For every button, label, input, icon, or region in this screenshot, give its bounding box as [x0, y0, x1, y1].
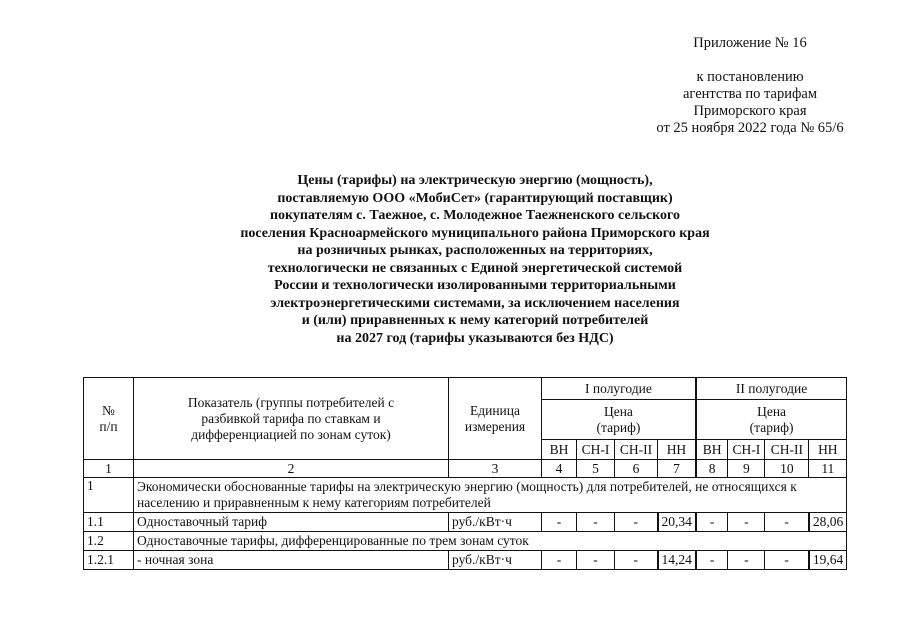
cell-h2-sn2: -: [765, 551, 809, 570]
header-level-sn2: СН-II: [615, 440, 658, 460]
table-row: [84, 478, 847, 513]
cell-h2-nn: 19,64: [809, 551, 847, 570]
cell-h2-vn: -: [696, 551, 728, 570]
appendix-line: к постановлению: [696, 69, 804, 85]
header-indicator: Показатель (группы потребителей с разбивкой тарифа по ставкам и дифференциацией по зонам суток): [134, 378, 449, 460]
row-text: Одноставочный тариф: [134, 513, 449, 532]
title-line: на 2027 год (тарифы указываются без НДС): [336, 330, 614, 346]
table-row: [84, 532, 847, 551]
header-level-vn: ВН: [542, 440, 577, 460]
table-row: [84, 551, 847, 570]
cell-h2-sn1: -: [728, 513, 765, 532]
row-unit: руб./кВт·ч: [449, 551, 542, 570]
column-number: 4: [542, 460, 577, 478]
row-section-text: Экономически обоснованные тарифы на электрическую энергию (мощность) для потребителей, не относящихся к населению и приравненным к нему категориям потребителей: [134, 478, 847, 513]
header-half-1: I полугодие: [542, 378, 696, 400]
title-line: технологически не связанных с Единой энергетической системой: [267, 260, 683, 276]
cell-h1-vn: -: [542, 551, 577, 570]
document-title: [130, 172, 820, 347]
cell-h1-nn: 20,34: [658, 513, 696, 532]
header-level-sn1: СН-I: [577, 440, 615, 460]
cell-h1-sn2: -: [615, 551, 658, 570]
title-line: России и технологически изолированными территориальными: [274, 278, 676, 293]
header-num: № п/п: [84, 378, 134, 460]
row-num: 1.2.1: [84, 551, 134, 570]
appendix-line: от 25 ноября 2022 года № 65/6: [656, 120, 844, 136]
column-number: 10: [765, 460, 809, 478]
column-number: 6: [615, 460, 658, 478]
cell-h2-sn1: -: [728, 551, 765, 570]
cell-h1-sn1: -: [577, 551, 615, 570]
column-number: 2: [134, 460, 449, 478]
column-number: 3: [449, 460, 542, 478]
title-line: поселения Красноармейского муниципального района Приморского края: [240, 225, 710, 241]
row-num: 1.2: [84, 532, 134, 551]
header-level-nn: НН: [658, 440, 696, 460]
column-number: 1: [84, 460, 134, 478]
title-line: поставляемую ООО «МобиСет» (гарантирующий поставщик): [277, 190, 673, 206]
column-number: 7: [658, 460, 696, 478]
column-number: 11: [809, 460, 847, 478]
cell-h1-sn2: -: [615, 513, 658, 532]
title-line: электроэнергетическими системами, за исключением населения: [270, 295, 680, 311]
header-price-1: Цена (тариф): [542, 400, 696, 440]
header-unit: Единица измерения: [449, 378, 542, 460]
row-text: - ночная зона: [134, 551, 449, 570]
cell-h1-vn: -: [542, 513, 577, 532]
table-row: [84, 513, 847, 532]
appendix-number: Приложение № 16: [693, 35, 807, 51]
appendix-line: Приморского края: [693, 103, 807, 119]
row-num: 1: [84, 478, 134, 513]
header-price-2: Цена (тариф): [696, 400, 847, 440]
header-level-sn2: СН-II: [765, 440, 809, 460]
title-line: на розничных рынках, расположенных на территориях,: [297, 243, 653, 258]
column-number: 8: [696, 460, 728, 478]
row-unit: руб./кВт·ч: [449, 513, 542, 532]
title-line: и (или) приравненных к нему категорий потребителей: [301, 313, 649, 328]
column-number: 9: [728, 460, 765, 478]
title-line: покупателям с. Таежное, с. Молодежное Таежненского сельского: [269, 208, 681, 223]
appendix-line: агентства по тарифам: [683, 86, 817, 102]
cell-h2-sn2: -: [765, 513, 809, 532]
title-line: Цены (тарифы) на электрическую энергию (мощность),: [297, 173, 653, 188]
header-half-2: II полугодие: [696, 378, 847, 400]
header-level-vn: ВН: [696, 440, 728, 460]
cell-h2-vn: -: [696, 513, 728, 532]
row-section-text: Одноставочные тарифы, дифференцированные по трем зонам суток: [134, 532, 847, 551]
cell-h1-nn: 14,24: [658, 551, 696, 570]
column-number: 5: [577, 460, 615, 478]
row-num: 1.1: [84, 513, 134, 532]
cell-h1-sn1: -: [577, 513, 615, 532]
header-level-nn: НН: [809, 440, 847, 460]
cell-h2-nn: 28,06: [809, 513, 847, 532]
header-level-sn1: СН-I: [728, 440, 765, 460]
tariff-table: [83, 377, 847, 570]
